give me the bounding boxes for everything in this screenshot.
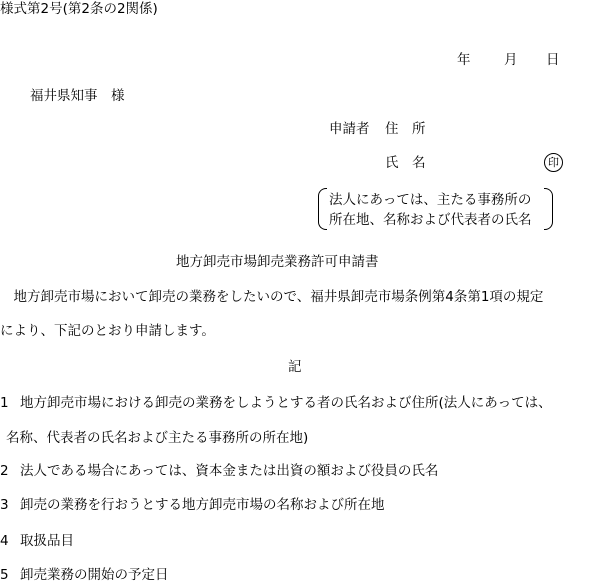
left-bracket xyxy=(318,188,327,230)
item-4-number: 4 xyxy=(0,533,9,549)
body-text-line1: 地方卸売市場において卸売の業務をしたいので、福井県卸売市場条例第4条第1項の規定 xyxy=(0,289,544,305)
body-text-line2: により、下記のとおり申請します。 xyxy=(0,323,215,339)
item-5-text: 卸売業務の開始の予定日 xyxy=(20,567,169,583)
applicant-label: 申請者 xyxy=(329,121,370,137)
date-month: 月 xyxy=(504,52,518,68)
document-title: 地方卸売市場卸売業務許可申請書 xyxy=(176,254,379,270)
address-label: 住 所 xyxy=(385,121,426,137)
name-label: 氏 名 xyxy=(385,155,426,171)
corporate-note-line1: 法人にあっては、主たる事務所の xyxy=(329,192,532,208)
item-2-text: 法人である場合にあっては、資本金または出資の額および役員の氏名 xyxy=(20,463,439,479)
item-4-text: 取扱品目 xyxy=(20,533,74,549)
ki-heading: 記 xyxy=(288,359,302,375)
corporate-note-line2: 所在地、名称および代表者の氏名 xyxy=(329,212,532,228)
right-bracket xyxy=(544,188,553,230)
item-2-number: 2 xyxy=(0,463,9,479)
date-day: 日 xyxy=(546,52,560,68)
item-1-number: 1 xyxy=(0,395,9,411)
item-3-text: 卸売の業務を行おうとする地方卸売市場の名称および所在地 xyxy=(20,497,385,513)
item-5-number: 5 xyxy=(0,567,9,583)
seal-mark: 印 xyxy=(544,153,563,172)
date-year: 年 xyxy=(457,52,471,68)
corporate-note xyxy=(329,190,532,230)
addressee: 福井県知事 様 xyxy=(30,88,125,104)
item-1-text: 地方卸売市場における卸売の業務をしようとする者の氏名および住所(法人にあっては、 xyxy=(20,395,552,411)
item-1-text-continued: 名称、代表者の氏名および主たる事務所の所在地) xyxy=(6,430,309,446)
form-number: 様式第2号(第2条の2関係) xyxy=(0,1,158,17)
item-3-number: 3 xyxy=(0,497,9,513)
